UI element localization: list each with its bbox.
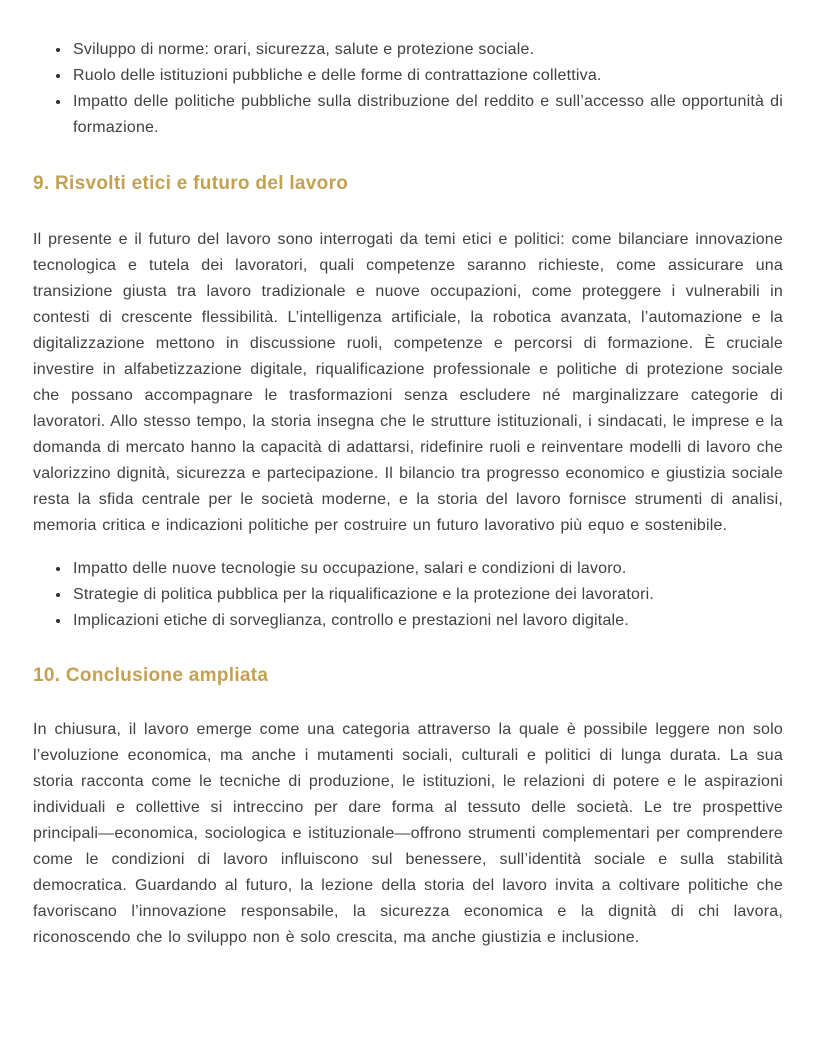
list-item: • Strategie di politica pubblica per la riqualificazione e la protezione dei lavoratori. xyxy=(71,582,783,608)
section-9-heading: 9. Risvolti etici e futuro del lavoro xyxy=(33,173,349,194)
section-10-heading: 10. Conclusione ampliata xyxy=(33,665,269,686)
section-10-paragraph: In chiusura, il lavoro emerge come una categoria attraverso la quale è possibile leggere non solo l’evoluzione economica, ma anche i mutamenti sociali, culturali e politici di lunga durata. La sua storia racconta come le tecniche di produzione, le istituzioni, le relazioni di potere e le aspirazioni individuali e collettive si intreccino per dare forma al tessuto delle società. Le tre prospettive principali—economica, sociologica e istituzionale—offrono strumenti complementari per comprendere come le condizioni di lavoro influiscono sul benessere, sull’identità sociale e sulla stabilità democratica. Guardando al futuro, la lezione della storia del lavoro invita a coltivare politiche che favoriscano l’innovazione responsabile, la sicurezza economica e la dignità di chi lavora, riconoscendo che lo sviluppo non è solo crescita, ma anche giustizia e inclusione. xyxy=(33,721,783,946)
list-item: • Impatto delle politiche pubbliche sulla distribuzione del reddito e sull’accesso alle opportunità di formazione. xyxy=(71,89,783,141)
list-item: • Implicazioni etiche di sorveglianza, controllo e prestazioni nel lavoro digitale. xyxy=(71,608,783,634)
bullet-list-section-9 xyxy=(33,556,783,634)
list-item: • Impatto delle nuove tecnologie su occupazione, salari e condizioni di lavoro. xyxy=(71,556,783,582)
section-9-paragraph: Il presente e il futuro del lavoro sono interrogati da temi etici e politici: come bilanciare innovazione tecnologica e tutela dei lavoratori, quali competenze saranno richieste, come assicurare una transizione giusta tra lavoro tradizionale e nuove occupazioni, come proteggere i vulnerabili in contesti di crescente flessibilità. L’intelligenza artificiale, la robotica avanzata, l’automazione e la digitalizzazione mettono in discussione ruoli, competenze e percorsi di formazione. È cruciale investire in alfabetizzazione digitale, riqualificazione professionale e politiche di protezione sociale che possano accompagnare le trasformazioni senza escludere né marginalizzare categorie di lavoratori. Allo stesso tempo, la storia insegna che le strutture istituzionali, i sindacati, le imprese e la domanda di mercato hanno la capacità di adattarsi, ridefinire ruoli e reinventare modelli di lavoro che valorizzino dignità, sicurezza e partecipazione. Il bilancio tra progresso economico e giustizia sociale resta la sfida centrale per le società moderne, e la storia del lavoro fornisce strumenti di analisi, memoria critica e indicazioni politiche per costruire un futuro lavorativo più equo e sostenibile. xyxy=(33,231,783,534)
list-item: • Sviluppo di norme: orari, sicurezza, salute e protezione sociale. xyxy=(71,37,783,63)
list-item: • Ruolo delle istituzioni pubbliche e delle forme di contrattazione collettiva. xyxy=(71,63,783,89)
bullet-list-top xyxy=(33,37,783,141)
